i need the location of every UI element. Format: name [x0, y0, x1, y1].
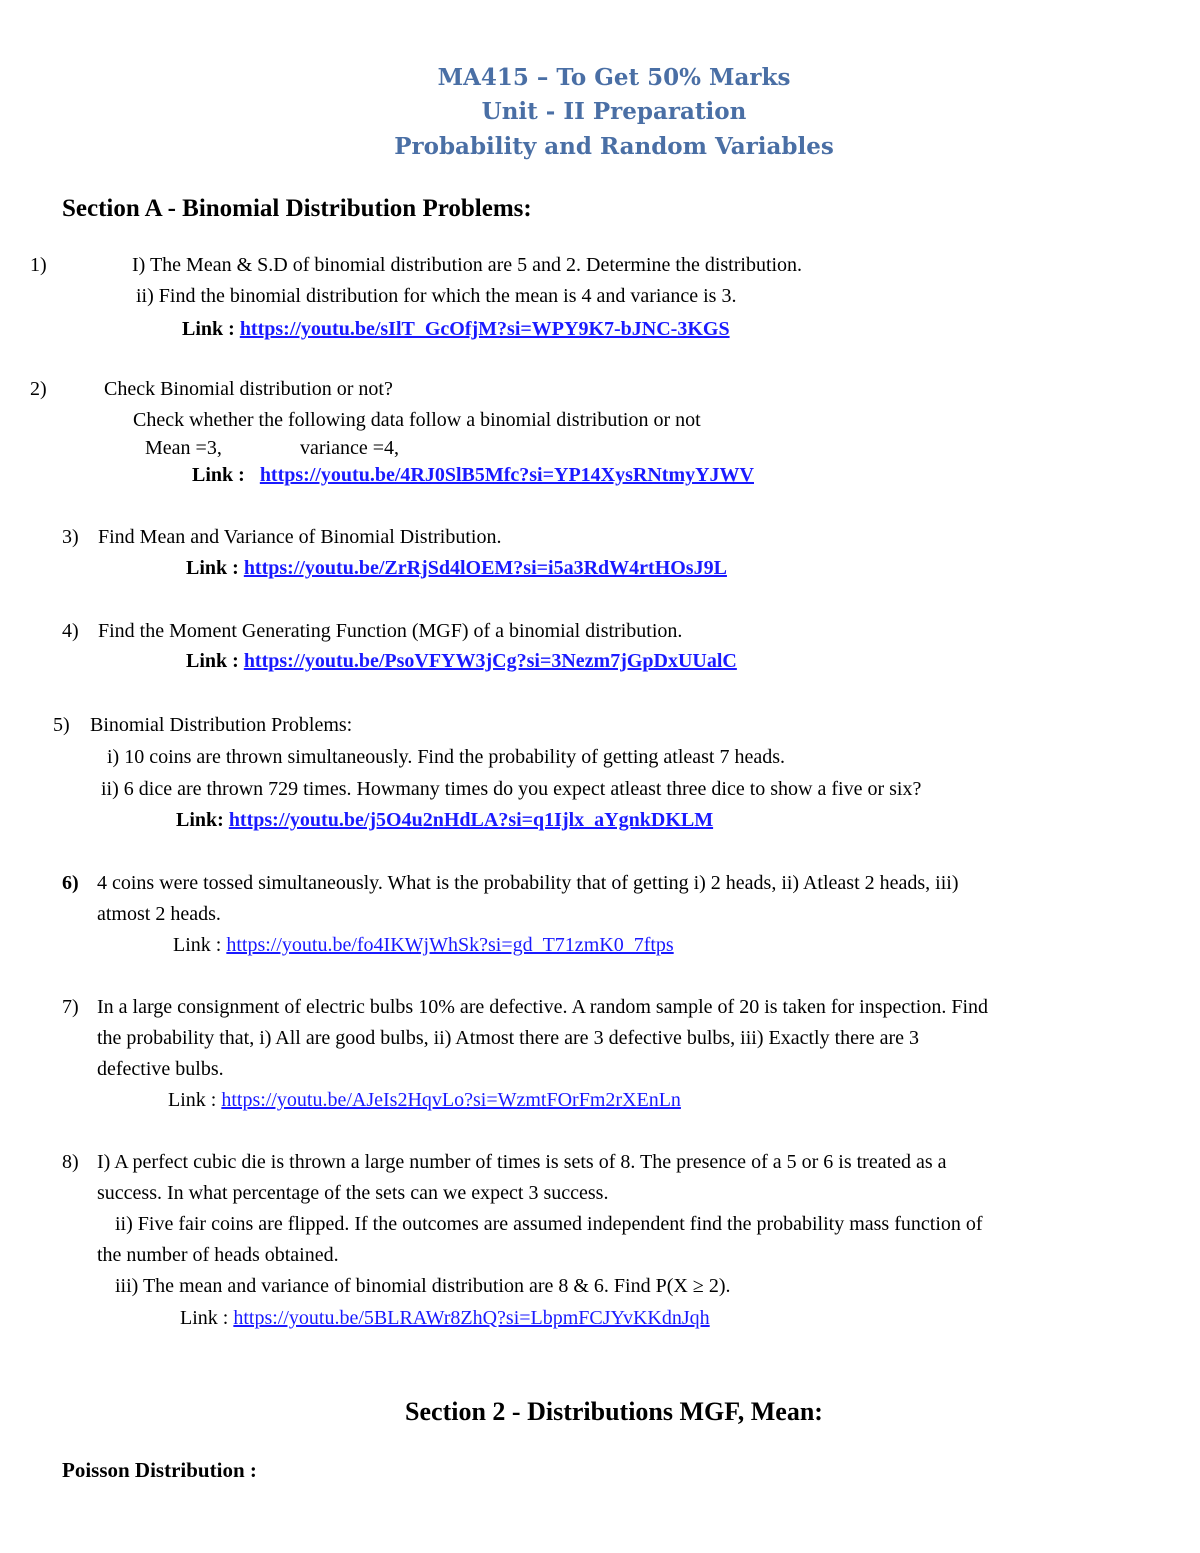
q1-part-a: I) The Mean & S.D of binomial distribution are 5 and 2. Determine the distribution. — [132, 254, 803, 276]
q5-link-label: Link: — [176, 809, 224, 831]
q8-part-a: I) A perfect cubic die is thrown a large number of times is sets of 8. The presence of a 5 or 6 is treated as a — [97, 1151, 947, 1173]
q3-link-label: Link : — [186, 557, 239, 579]
q3-link-row — [186, 557, 727, 580]
q7-part-a: In a large consignment of electric bulbs 10% are defective. A random sample of 20 is taken for inspection. Find — [97, 996, 989, 1018]
q5-part-b: i) 10 coins are thrown simultaneously. Find the probability of getting atleast 7 heads. — [107, 746, 786, 768]
q8-part-e: iii) The mean and variance of binomial distribution are 8 & 6. Find P(X ≥ 2). — [115, 1275, 731, 1297]
q4-link-row — [186, 650, 737, 673]
q3-part-a: Find Mean and Variance of Binomial Distribution. — [98, 526, 502, 548]
q2-variance: variance =4, — [300, 437, 400, 459]
q6-link-row — [173, 934, 674, 957]
section-a-heading: Section A - Binomial Distribution Problems: — [62, 195, 532, 222]
q4-number: 4) — [62, 620, 79, 642]
q6-link-label: Link : — [173, 934, 222, 956]
q8-part-c: ii) Five fair coins are flipped. If the outcomes are assumed independent find the probability mass function of — [115, 1213, 983, 1235]
q2-link-label: Link : — [192, 464, 245, 486]
poisson-subheading: Poisson Distribution : — [62, 1458, 257, 1482]
q5-number: 5) — [53, 714, 70, 736]
doc-subtitle-topic: Probability and Random Variables — [394, 133, 834, 160]
q1-number: 1) — [30, 254, 47, 276]
q7-link-row — [168, 1089, 681, 1112]
q2-number: 2) — [30, 378, 47, 400]
q2-link-row — [192, 464, 754, 487]
q5-part-c: ii) 6 dice are thrown 729 times. Howmany times do you expect atleast three dice to show a five or six? — [101, 778, 922, 800]
section-2-heading: Section 2 - Distributions MGF, Mean: — [405, 1397, 823, 1426]
q1-video-link[interactable]: https://youtu.be/sIlT_GcOfjM?si=WPY9K7-bJNC-3KGS — [239, 318, 730, 340]
q4-part-a: Find the Moment Generating Function (MGF) of a binomial distribution. — [98, 620, 683, 642]
q8-link-row — [180, 1307, 710, 1330]
q7-video-link[interactable]: https://youtu.be/AJeIs2HqvLo?si=WzmtFOrFm2rXEnLn — [221, 1089, 681, 1111]
q4-video-link[interactable]: https://youtu.be/PsoVFYW3jCg?si=3Nezm7jGpDxUUalC — [243, 650, 737, 672]
q5-video-link[interactable]: https://youtu.be/j5O4u2nHdLA?si=q1Ijlx_aYgnkDKLM — [228, 809, 714, 831]
q5-link-row — [176, 809, 713, 832]
q6-number: 6) — [62, 872, 79, 894]
q2-mean: Mean =3, — [145, 437, 222, 459]
q2-part-a: Check Binomial distribution or not? — [104, 378, 393, 400]
q1-part-b: ii) Find the binomial distribution for which the mean is 4 and variance is 3. — [136, 285, 737, 307]
q7-link-label: Link : — [168, 1089, 217, 1111]
q8-number: 8) — [62, 1151, 79, 1173]
q1-link-label: Link : — [182, 318, 235, 340]
doc-subtitle-unit: Unit - II Preparation — [481, 98, 747, 125]
q8-part-b: success. In what percentage of the sets can we expect 3 success. — [97, 1182, 609, 1204]
q8-video-link[interactable]: https://youtu.be/5BLRAWr8ZhQ?si=LbpmFCJYvKKdnJqh — [233, 1307, 710, 1329]
q1-link-row — [182, 318, 730, 341]
q8-part-d: the number of heads obtained. — [97, 1244, 339, 1266]
q4-link-label: Link : — [186, 650, 239, 672]
q3-video-link[interactable]: https://youtu.be/ZrRjSd4lOEM?si=i5a3RdW4rtHOsJ9L — [243, 557, 727, 579]
q7-part-c: defective bulbs. — [97, 1058, 224, 1080]
q6-video-link[interactable]: https://youtu.be/fo4IKWjWhSk?si=gd_T71zmK0_7ftps — [226, 934, 674, 956]
doc-title: MA415 – To Get 50% Marks — [437, 64, 791, 91]
q3-number: 3) — [62, 526, 79, 548]
q6-part-a: 4 coins were tossed simultaneously. What is the probability that of getting i) 2 heads, ii) Atleast 2 heads, iii) — [97, 872, 959, 894]
q2-video-link[interactable]: https://youtu.be/4RJ0SlB5Mfc?si=YP14XysRNtmyYJWV — [259, 464, 754, 486]
q6-part-b: atmost 2 heads. — [97, 903, 221, 925]
q7-part-b: the probability that, i) All are good bulbs, ii) Atmost there are 3 defective bulbs, iii) Exactly there are 3 — [97, 1027, 919, 1049]
q8-link-label: Link : — [180, 1307, 229, 1329]
q2-part-b: Check whether the following data follow a binomial distribution or not — [133, 409, 701, 431]
q5-part-a: Binomial Distribution Problems: — [90, 714, 353, 736]
q7-number: 7) — [62, 996, 79, 1018]
